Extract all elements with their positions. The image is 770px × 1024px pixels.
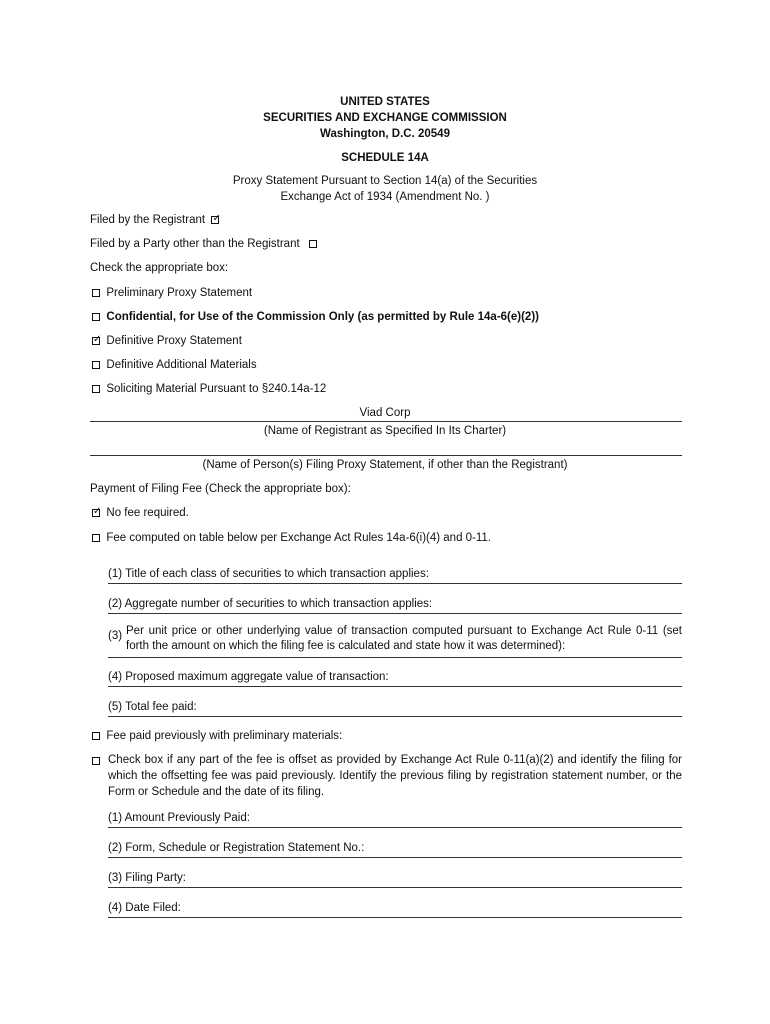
computed-item-5	[108, 700, 197, 714]
filed-by-other-party-label: Filed by a Party other than the Registrant	[90, 238, 300, 250]
fee-offset-checkbox[interactable]	[92, 757, 100, 765]
fee-computed-row	[92, 531, 491, 545]
offset-item-1-line[interactable]	[108, 827, 682, 828]
statement-type-label: Confidential, for Use of the Commission Only (as permitted by Rule 14a-6(e)(2))	[106, 311, 539, 323]
header-country: UNITED STATES	[340, 96, 430, 108]
statement-type-definitive-checkbox[interactable]	[92, 337, 100, 345]
filed-by-registrant-checkbox[interactable]	[211, 216, 219, 224]
registrant-name: Viad Corp	[359, 407, 411, 419]
header-location: Washington, D.C. 20549	[320, 128, 450, 140]
computed-item-1	[108, 567, 429, 581]
offset-item-3	[108, 871, 186, 885]
computed-item-4-line[interactable]	[108, 686, 682, 687]
item-text: Amount Previously Paid:	[124, 812, 250, 824]
statement-type-additional-checkbox[interactable]	[92, 361, 100, 369]
header-schedule: SCHEDULE 14A	[341, 152, 429, 164]
filed-by-other-party-checkbox[interactable]	[309, 240, 317, 248]
fee-computed-checkbox[interactable]	[92, 534, 100, 542]
item-number: (3)	[108, 872, 123, 884]
payment-heading: Payment of Filing Fee (Check the appropriate box):	[90, 483, 351, 495]
registrant-name-caption: (Name of Registrant as Specified In Its Charter)	[263, 425, 507, 437]
computed-item-1-line[interactable]	[108, 583, 682, 584]
statement-type-label: Definitive Proxy Statement	[106, 335, 242, 347]
statement-type-soliciting-checkbox[interactable]	[92, 385, 100, 393]
filed-by-other-party-row	[90, 237, 317, 251]
filed-by-registrant-row	[90, 213, 219, 227]
offset-item-1	[108, 811, 250, 825]
computed-item-2-line[interactable]	[108, 613, 682, 614]
filer-name-rule	[90, 455, 682, 456]
registrant-name-rule	[90, 421, 682, 422]
statement-type-label: Definitive Additional Materials	[106, 359, 257, 371]
offset-item-4-line[interactable]	[108, 917, 682, 918]
offset-item-4	[108, 901, 181, 915]
item-text: Proposed maximum aggregate value of transaction:	[125, 671, 389, 683]
item-text: Total fee paid:	[125, 701, 197, 713]
item-text: Title of each class of securities to which transaction applies:	[125, 568, 429, 580]
fee-prelim-label: Fee paid previously with preliminary materials:	[106, 730, 343, 742]
computed-item-2	[108, 597, 432, 611]
filer-name-caption: (Name of Person(s) Filing Proxy Statement, if other than the Registrant)	[202, 459, 568, 471]
statement-type-definitive	[92, 334, 242, 348]
statement-type-confidential	[92, 310, 539, 324]
item-number: (2)	[108, 598, 123, 610]
fee-computed-label: Fee computed on table below per Exchange Act Rules 14a-6(i)(4) and 0-11.	[106, 532, 492, 544]
no-fee-row	[92, 506, 189, 520]
header-agency: SECURITIES AND EXCHANGE COMMISSION	[263, 112, 507, 124]
item-text: Form, Schedule or Registration Statement No.:	[125, 842, 365, 854]
no-fee-checkbox[interactable]	[92, 509, 100, 517]
item-number: (4)	[108, 671, 123, 683]
offset-item-3-line[interactable]	[108, 887, 682, 888]
fee-prelim-row	[92, 729, 342, 743]
statement-type-label: Preliminary Proxy Statement	[106, 287, 253, 299]
item-number: (2)	[108, 842, 123, 854]
computed-item-3-number: (3)	[108, 630, 123, 642]
fee-offset-checkbox-row	[92, 754, 100, 768]
computed-item-4	[108, 670, 389, 684]
fee-offset-label: Check box if any part of the fee is offset as provided by Exchange Act Rule 0-11(a)(2) and identify the filing for which the offsetting fee was paid previously. Identify the previous filing by registration statement number, or the Form or Schedule and the date of its filing.	[108, 754, 682, 798]
offset-item-2-line[interactable]	[108, 857, 682, 858]
offset-item-2	[108, 841, 364, 855]
fee-prelim-checkbox[interactable]	[92, 732, 100, 740]
filed-by-registrant-label: Filed by the Registrant	[90, 214, 206, 226]
statement-type-soliciting	[92, 382, 326, 396]
statement-type-preliminary	[92, 286, 252, 300]
header-statement-line1: Proxy Statement Pursuant to Section 14(a) of the Securities	[232, 175, 538, 187]
no-fee-label: No fee required.	[106, 507, 189, 519]
item-number: (4)	[108, 902, 123, 914]
check-appropriate-box-label: Check the appropriate box:	[90, 262, 229, 274]
computed-item-5-line[interactable]	[108, 716, 682, 717]
computed-item-3-text: Per unit price or other underlying value of transaction computed pursuant to Exchange Act Rule 0-11 (set forth the amount on which the filing fee is calculated and state how it was determined):	[126, 625, 682, 652]
computed-item-3-line[interactable]	[108, 657, 682, 658]
statement-type-preliminary-checkbox[interactable]	[92, 289, 100, 297]
item-text: Aggregate number of securities to which transaction applies:	[124, 598, 433, 610]
item-number: (5)	[108, 701, 123, 713]
statement-type-confidential-checkbox[interactable]	[92, 313, 100, 321]
item-number: (1)	[108, 812, 123, 824]
item-number: (1)	[108, 568, 123, 580]
item-text: Filing Party:	[125, 872, 186, 884]
item-text: Date Filed:	[125, 902, 181, 914]
header-statement-line2: Exchange Act of 1934 (Amendment No. )	[280, 191, 490, 203]
statement-type-label: Soliciting Material Pursuant to §240.14a-12	[106, 383, 327, 395]
statement-type-additional	[92, 358, 257, 372]
